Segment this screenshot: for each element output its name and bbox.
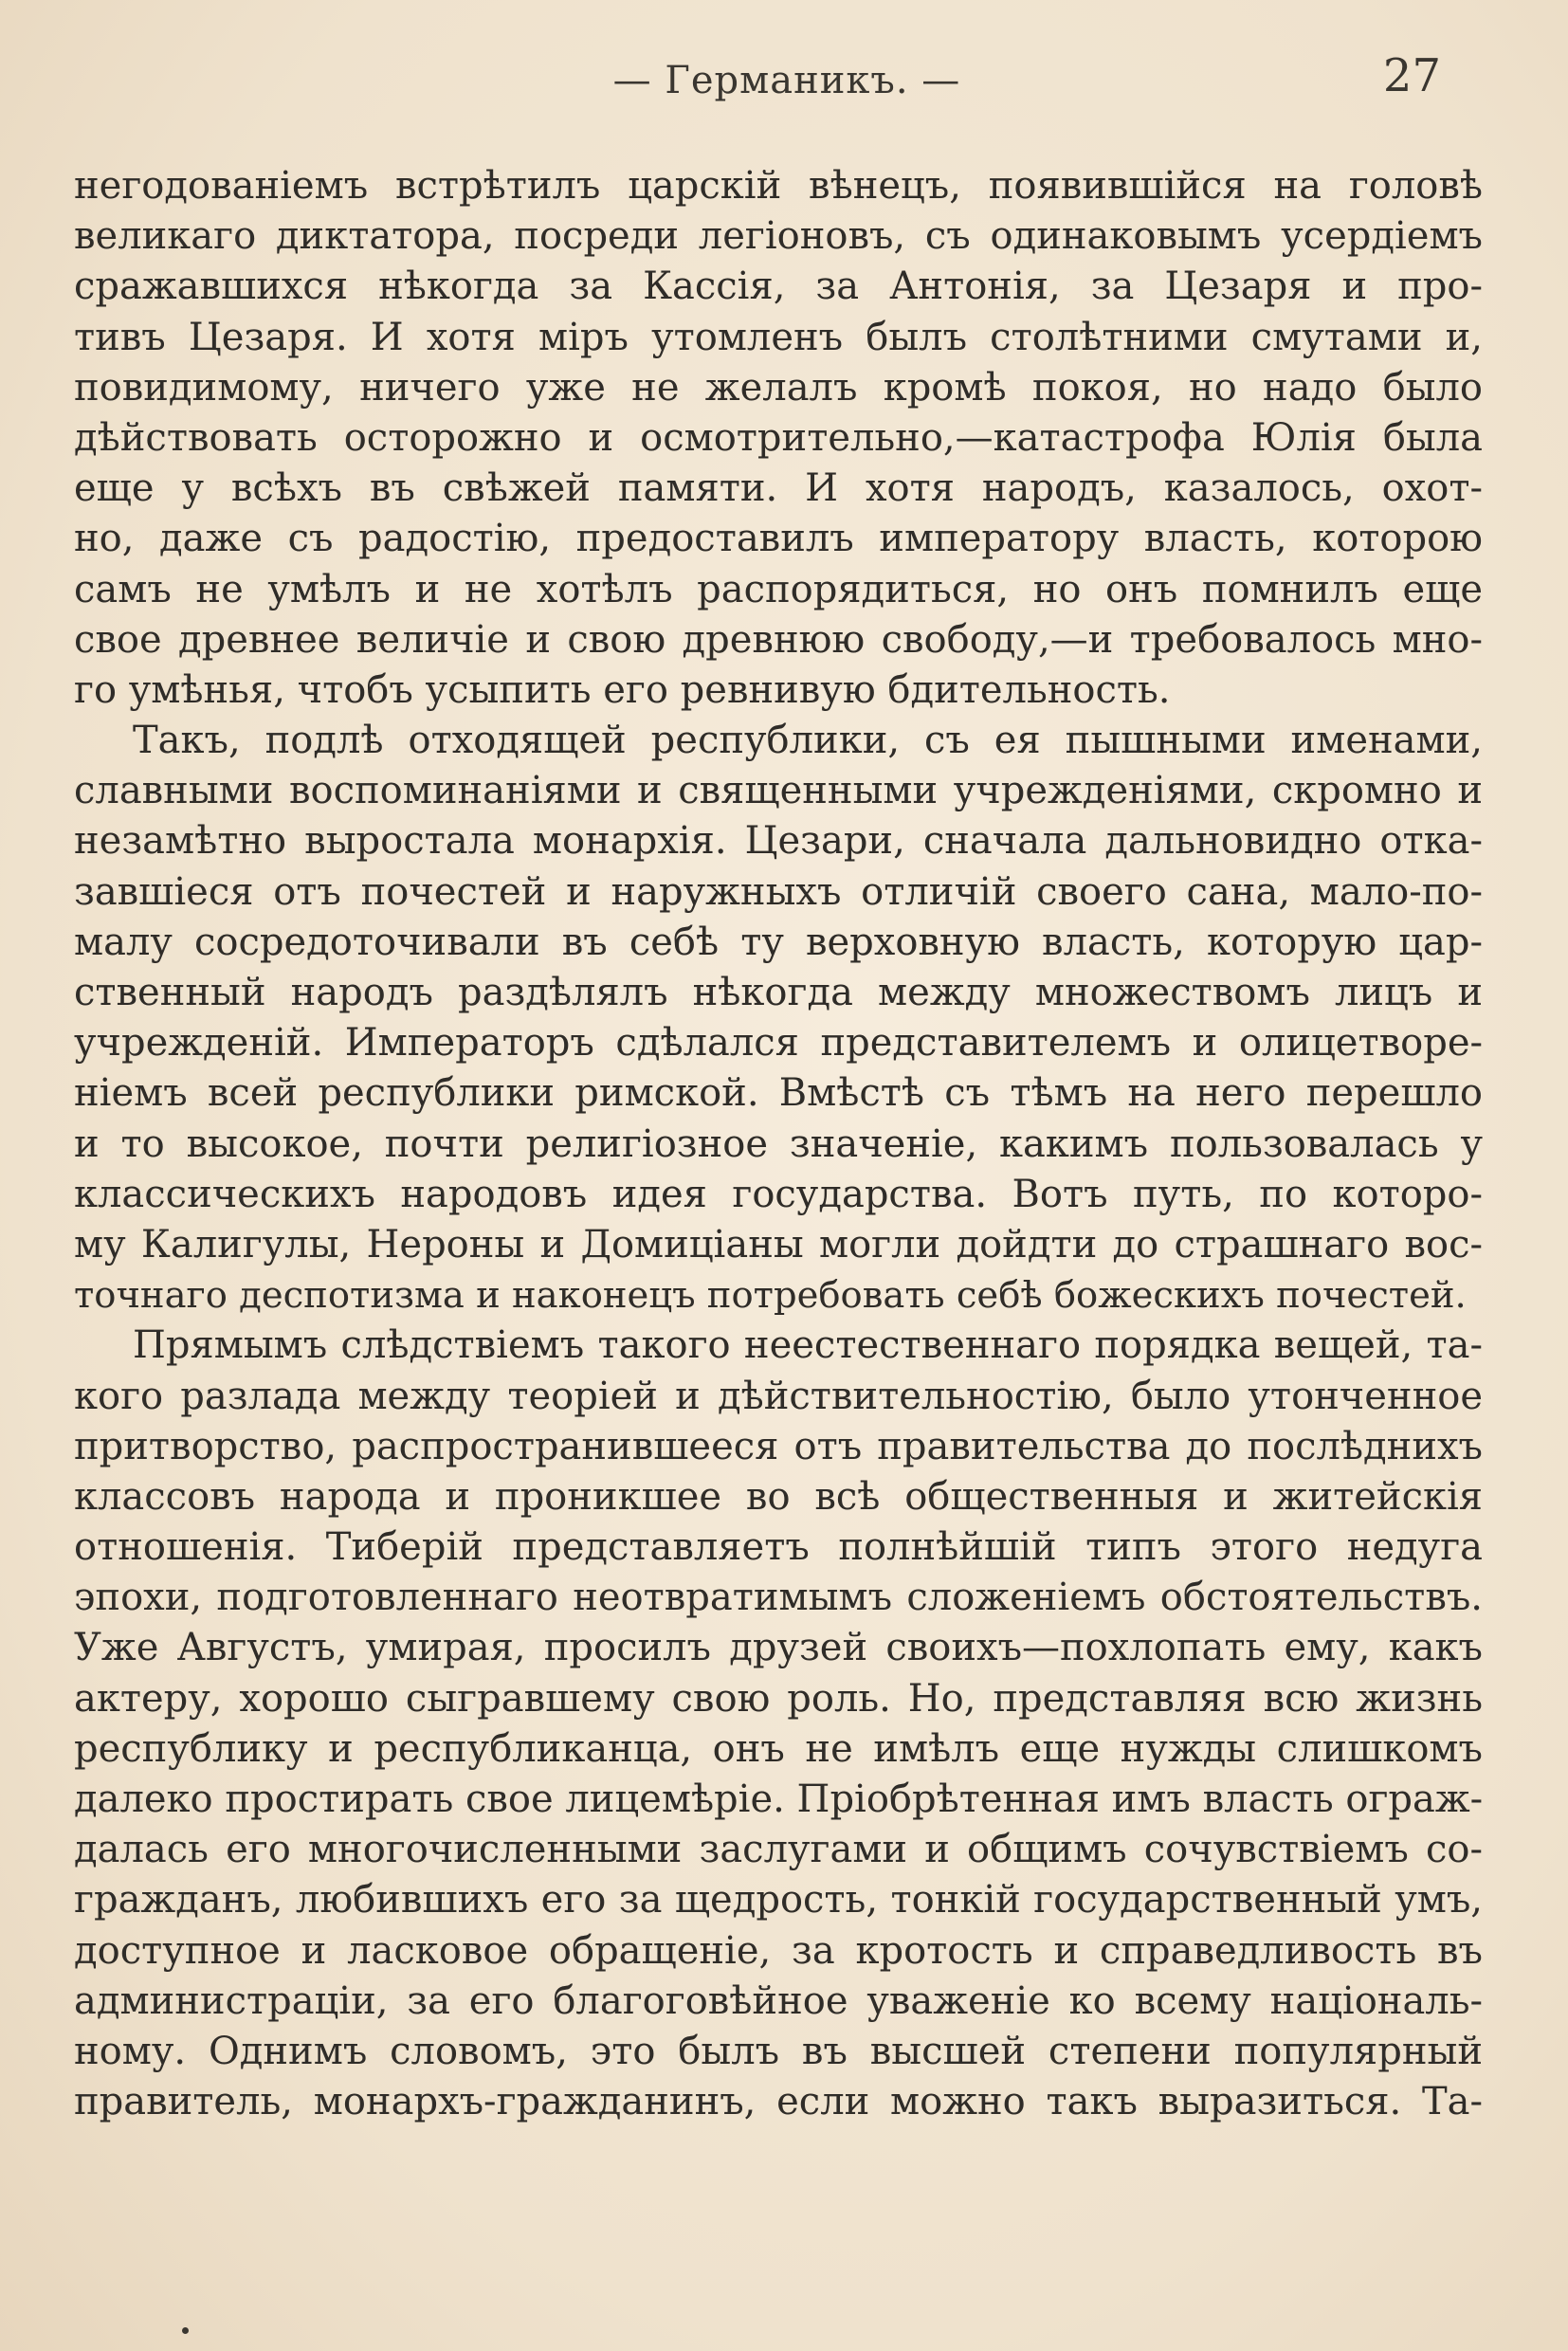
text-line: актеру, хорошо сыгравшему свою роль. Но, представляя всю жизнь	[74, 1676, 1483, 1721]
text-line: великаго диктатора, посреди легіоновъ, съ одинаковымъ усердіемъ	[74, 214, 1483, 259]
text-line: далеко простирать свое лицемѣріе. Пріобрѣтенная имъ власть ограж-	[74, 1777, 1483, 1821]
page-number: 27	[1382, 49, 1441, 102]
paragraph-end-line: точнаго деспотизма и наконецъ потребовать себѣ божескихъ почестей.	[74, 1274, 1467, 1318]
text-line: незамѣтно выростала монархія. Цезари, сначала дальновидно отка-	[74, 819, 1483, 864]
text-line: но, даже съ радостію, предоставилъ императору власть, которою	[74, 517, 1483, 561]
body-text	[74, 161, 1483, 2127]
text-line: ственный народъ раздѣлялъ нѣкогда между множествомъ лицъ и	[74, 971, 1483, 1014]
text-line: отношенія. Тиберій представляетъ полнѣйшій типъ этого недуга	[74, 1525, 1483, 1570]
text-line: притворство, распространившееся отъ правительства до послѣднихъ	[74, 1424, 1483, 1468]
text-line: классовъ народа и проникшее во всѣ общественныя и житейскія	[74, 1474, 1483, 1519]
text-line: эпохи, подготовленнаго неотвратимымъ сложеніемъ обстоятельствъ.	[74, 1576, 1483, 1620]
text-line: Уже Августъ, умирая, просилъ друзей своихъ—похлопать ему, какъ	[74, 1626, 1483, 1670]
text-line: малу сосредоточивали въ себѣ ту верховную власть, которую цар-	[74, 920, 1483, 964]
text-line: ному. Однимъ словомъ, это былъ въ высшей степени популярный	[74, 2029, 1483, 2073]
text-line: самъ не умѣлъ и не хотѣлъ распорядиться, но онъ помнилъ еще	[74, 567, 1483, 611]
text-line: администраціи, за его благоговѣйное уваженіе ко всему національ-	[74, 1978, 1483, 2023]
text-line: еще у всѣхъ въ свѣжей памяти. И хотя народъ, казалось, охот-	[74, 466, 1483, 511]
text-line: кого разлада между теоріей и дѣйствительностію, было утонченное	[74, 1374, 1483, 1418]
ink-speck	[182, 2327, 189, 2334]
text-line: сражавшихся нѣкогда за Кассія, за Антонія, за Цезаря и про-	[74, 264, 1483, 309]
text-line: учрежденій. Императоръ сдѣлался представителемъ и олицетворе-	[74, 1021, 1483, 1066]
text-line: доступное и ласковое обращеніе, за кротость и справедливость въ	[74, 1928, 1483, 1973]
running-title: — Германикъ. —	[612, 59, 961, 102]
text-line: и то высокое, почти религіозное значеніе, какимъ пользовалась у	[74, 1121, 1483, 1166]
paragraph-end-line: го умѣнья, чтобъ усыпить его ревнивую бдительность.	[74, 667, 1171, 712]
text-line: негодованіемъ встрѣтилъ царскій вѣнецъ, появившійся на головѣ	[74, 164, 1483, 208]
text-line: далась его многочисленными заслугами и общимъ сочувствіемъ со-	[74, 1828, 1483, 1872]
text-line: классическихъ народовъ идея государства. Вотъ путь, по которо-	[74, 1172, 1483, 1216]
text-line: дѣйствовать осторожно и осмотрительно,—катастрофа Юлія была	[74, 415, 1483, 460]
text-line: ніемъ всей республики римской. Вмѣстѣ съ тѣмъ на него перешло	[74, 1071, 1483, 1116]
text-line: правитель, монархъ-гражданинъ, если можно такъ выразиться. Та-	[74, 2080, 1483, 2124]
text-line: республику и республиканца, онъ не имѣлъ еще нужды слишкомъ	[74, 1726, 1483, 1771]
text-line: тивъ Цезаря. И хотя міръ утомленъ былъ столѣтними смутами и,	[74, 315, 1483, 359]
paragraph-start-line: Такъ, подлѣ отходящей республики, съ ея пышными именами,	[133, 719, 1483, 763]
text-line: завшіеся отъ почестей и наружныхъ отличій своего сана, мало-по-	[74, 869, 1483, 914]
paragraph-start-line: Прямымъ слѣдствіемъ такого неестественнаго порядка вещей, та-	[133, 1323, 1483, 1368]
text-line: свое древнее величіе и свою древнюю свободу,—и требовалось мно-	[74, 617, 1483, 662]
text-line: му Калигулы, Нероны и Домиціаны могли дойдти до страшнаго вос-	[74, 1222, 1483, 1267]
text-line: повидимому, ничего уже не желалъ кромѣ покоя, но надо было	[74, 365, 1483, 410]
text-line: славными воспоминаніями и священными учрежденіями, скромно и	[74, 769, 1483, 813]
text-line: гражданъ, любившихъ его за щедрость, тонкій государственный умъ,	[74, 1878, 1483, 1923]
